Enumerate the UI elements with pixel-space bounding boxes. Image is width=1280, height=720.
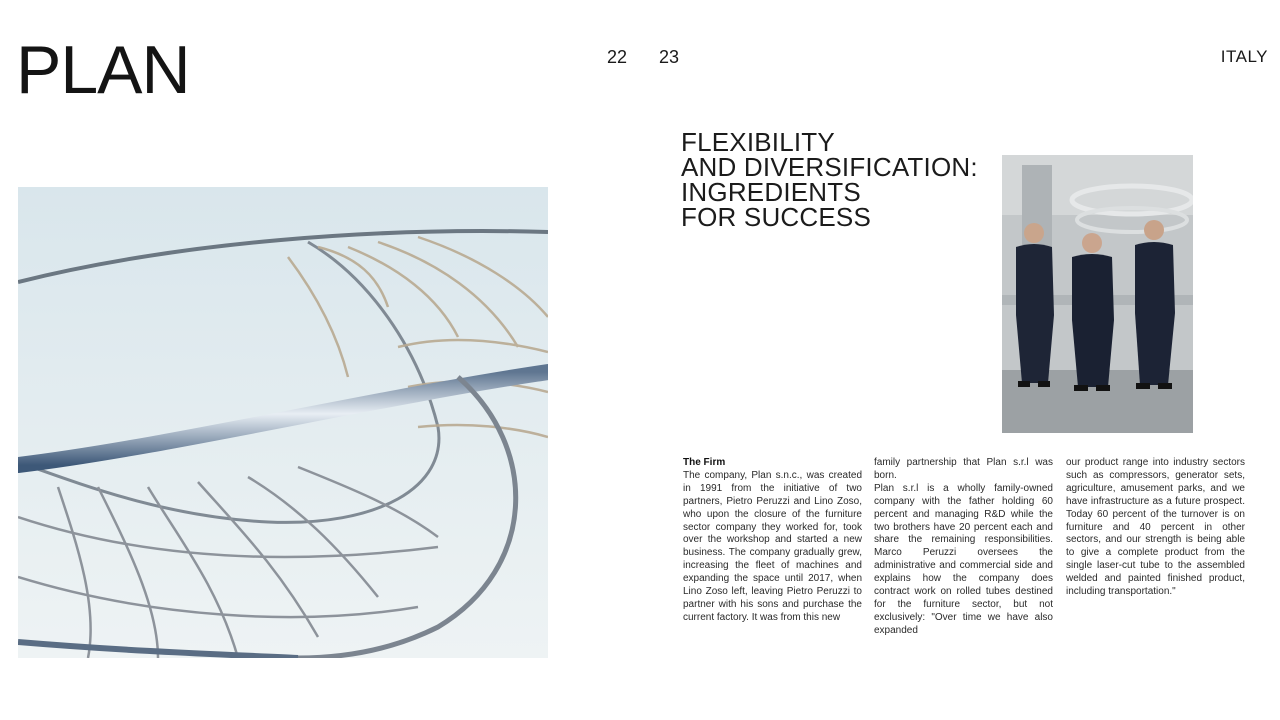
page-number-left: 22 [607, 47, 628, 67]
article-column-3 [1066, 457, 1245, 599]
article-paragraph: our product range into industry sectors such as compressors, generator sets, agriculture, amusement parks, and we have infrastructure as a future prospect. Today 60 percent of the turnover is on furniture and 40 percent in other sectors, and our strength is being able to give a complete product from the single laser-cut tube to the assembled welded and painted finished product, including transportation." [1066, 457, 1245, 598]
article-column-2 [874, 457, 1053, 638]
country-label: ITALY [1220, 47, 1268, 66]
brand-logo: PLAN [16, 32, 190, 108]
article-paragraph: The company, Plan s.n.c., was created in 1991 from the initiative of two partners, Pietro Peruzzi and Lino Zoso, who upon the closure of the furniture sector company they worked for, took over the workshop and started a new business. The company gradually grew, increasing the fleet of machines and expanding the space until 2017, when Lino Zoso left, leaving Pietro Peruzzi to partner with his sons and purchase the current factory. It was from this new [683, 469, 862, 623]
article-column-1 [683, 457, 862, 625]
article-paragraph: Plan s.r.l is a wholly family-owned company with the father holding 60 percent and managing R&D while the two brothers have 20 percent each and share the remaining responsibilities. Marco Peruzzi oversees the administrative and commercial side and explains how the company does contract work on rolled tubes destined for the furniture sector, but not exclusively: "Over time we have also expanded [874, 482, 1053, 636]
section-subheading: The Firm [683, 457, 726, 468]
steel-wire-basket-photo [18, 187, 548, 658]
three-men-in-factory-photo [1002, 155, 1193, 433]
article-headline [681, 127, 1001, 232]
page-number-right: 23 [659, 47, 680, 67]
article-paragraph: family partnership that Plan s.r.l was born. [874, 457, 1053, 481]
headline-line: INGREDIENTS [681, 177, 861, 207]
headline-line: FLEXIBILITY [681, 127, 835, 157]
headline-line: FOR SUCCESS [681, 202, 872, 232]
headline-line: AND DIVERSIFICATION: [681, 152, 978, 182]
